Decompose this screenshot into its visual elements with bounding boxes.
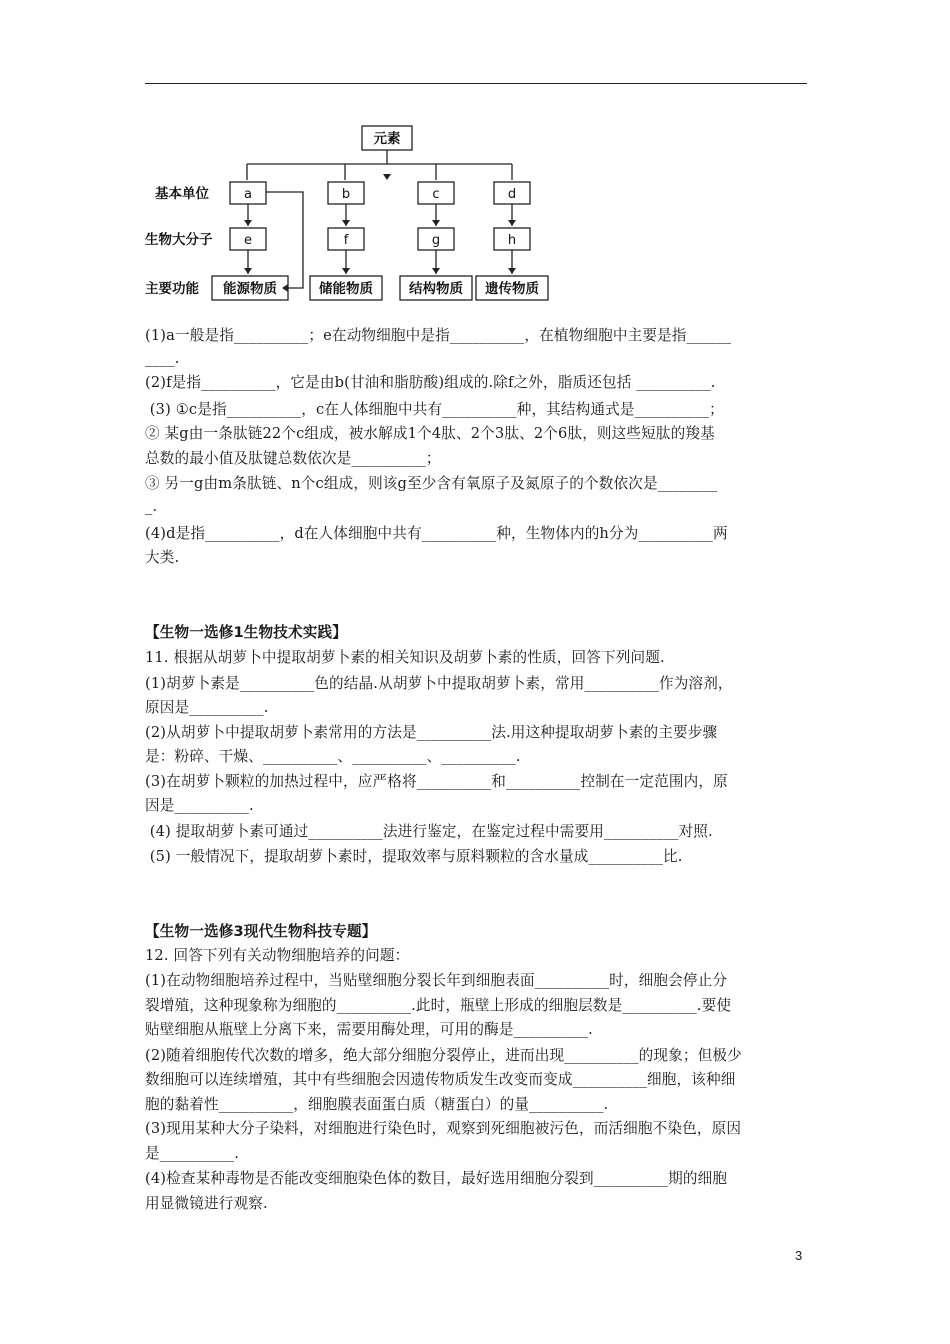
q10-line: 大类. [145, 549, 180, 566]
diagram-macro-h: h [507, 233, 517, 248]
diagram-unit-a: a [244, 187, 252, 202]
q10-line: 总数的最小值及肽键总数依次是__________； [145, 450, 441, 467]
section1-line: 是：粉碎、干燥、__________、__________、__________. [145, 748, 521, 765]
page-number: 3 [795, 1248, 803, 1263]
biomolecule-diagram [140, 122, 570, 306]
q10-line: (1)a一般是指__________；e在动物细胞中是指__________，在植物细胞中主要是指______ [145, 327, 732, 344]
section1-line: (2)从胡萝卜中提取胡萝卜素常用的方法是__________法.用这种提取胡萝卜素的主要步骤 [145, 724, 718, 741]
section1-line: (3)在胡萝卜颗粒的加热过程中，应严格将__________和__________控制在一定范围内，原 [145, 773, 728, 790]
q10-line: (2)f是指__________，它是由b(甘油和脂肪酸)组成的.除f之外，脂质还包括 __________. [145, 374, 716, 391]
section1-line: 11. 根据从胡萝卜中提取胡萝卜素的相关知识及胡萝卜素的性质，回答下列问题. [145, 649, 665, 666]
q10-line: (3) ①c是指__________，c在人体细胞中共有__________种，其结构通式是__________； [145, 401, 724, 418]
diagram-func-3: 结构物质 [409, 281, 463, 297]
q10-line: ② 某g由一条肽链22个c组成，被水解成1个4肽、2个3肽、2个6肽，则这些短肽的羧基 [145, 425, 715, 442]
diagram-macro-e: e [244, 233, 252, 248]
q10-line: ③ 另一g由m条肽链、n个c组成，则该g至少含有氧原子及氮原子的个数依次是________ [145, 475, 718, 492]
diagram-func-4: 遗传物质 [485, 281, 539, 297]
section2-line: 12. 回答下列有关动物细胞培养的问题： [145, 947, 410, 964]
section2-line: 裂增殖，这种现象称为细胞的__________.此时，瓶壁上形成的细胞层数是__________.要使 [145, 997, 732, 1014]
diagram-macro-f: f [343, 233, 349, 248]
q10-line: _. [145, 498, 158, 515]
diagram-func-2: 储能物质 [319, 281, 373, 297]
section1-line: (1)胡萝卜素是__________色的结晶.从胡萝卜中提取胡萝卜素，常用__________作为溶剂， [145, 675, 733, 692]
section2-line: 胞的黏着性__________，细胞膜表面蛋白质（糖蛋白）的量__________. [145, 1096, 609, 1113]
diagram-unit-c: c [432, 187, 440, 202]
section1-line: (4) 提取胡萝卜素可通过__________法进行鉴定，在鉴定过程中需要用__________对照. [145, 823, 713, 840]
diagram-unit-b: b [341, 187, 351, 202]
section2-line: (2)随着细胞传代次数的增多，绝大部分细胞分裂停止，进而出现__________的现象；但极少 [145, 1047, 742, 1064]
diagram-row-label-2: 生物大分子 [145, 232, 213, 248]
header-rule [145, 83, 807, 84]
diagram-macro-g: g [431, 233, 441, 248]
diagram-top-label: 元素 [373, 131, 401, 147]
diagram-row-label-3: 主要功能 [145, 281, 199, 297]
section2-line: (4)检查某种毒物是否能改变细胞染色体的数目，最好选用细胞分裂到__________期的细胞 [145, 1170, 728, 1187]
section1-line: 因是__________. [145, 797, 254, 814]
section2-line: (3)现用某种大分子染料，对细胞进行染色时，观察到死细胞被污色，而活细胞不染色，原因 [145, 1120, 742, 1137]
section1-line: 原因是__________. [145, 699, 269, 716]
q10-line: ____. [145, 350, 180, 367]
section2-heading: 【生物一选修3现代生物科技专题】 [145, 923, 377, 940]
section2-line: 用显微镜进行观察. [145, 1195, 268, 1212]
section2-line: (1)在动物细胞培养过程中，当贴壁细胞分裂长年到细胞表面__________时，细胞会停止分 [145, 972, 728, 989]
diagram-unit-d: d [507, 187, 517, 202]
diagram-func-1: 能源物质 [223, 281, 277, 297]
q10-line: (4)d是指__________，d在人体细胞中共有__________种，生物体内的h分为__________两 [145, 525, 728, 542]
diagram-row-label-1: 基本单位 [155, 186, 209, 202]
section1-heading: 【生物一选修1生物技术实践】 [145, 624, 347, 641]
section2-line: 数细胞可以连续增殖，其中有些细胞会因遗传物质发生改变而变成__________细胞，该种细 [145, 1071, 736, 1088]
section2-line: 贴壁细胞从瓶壁上分离下来，需要用酶处理，可用的酶是__________. [145, 1021, 593, 1038]
section2-line: 是__________. [145, 1145, 240, 1162]
section1-line: (5) 一般情况下，提取胡萝卜素时，提取效率与原料颗粒的含水量成__________比. [145, 848, 683, 865]
